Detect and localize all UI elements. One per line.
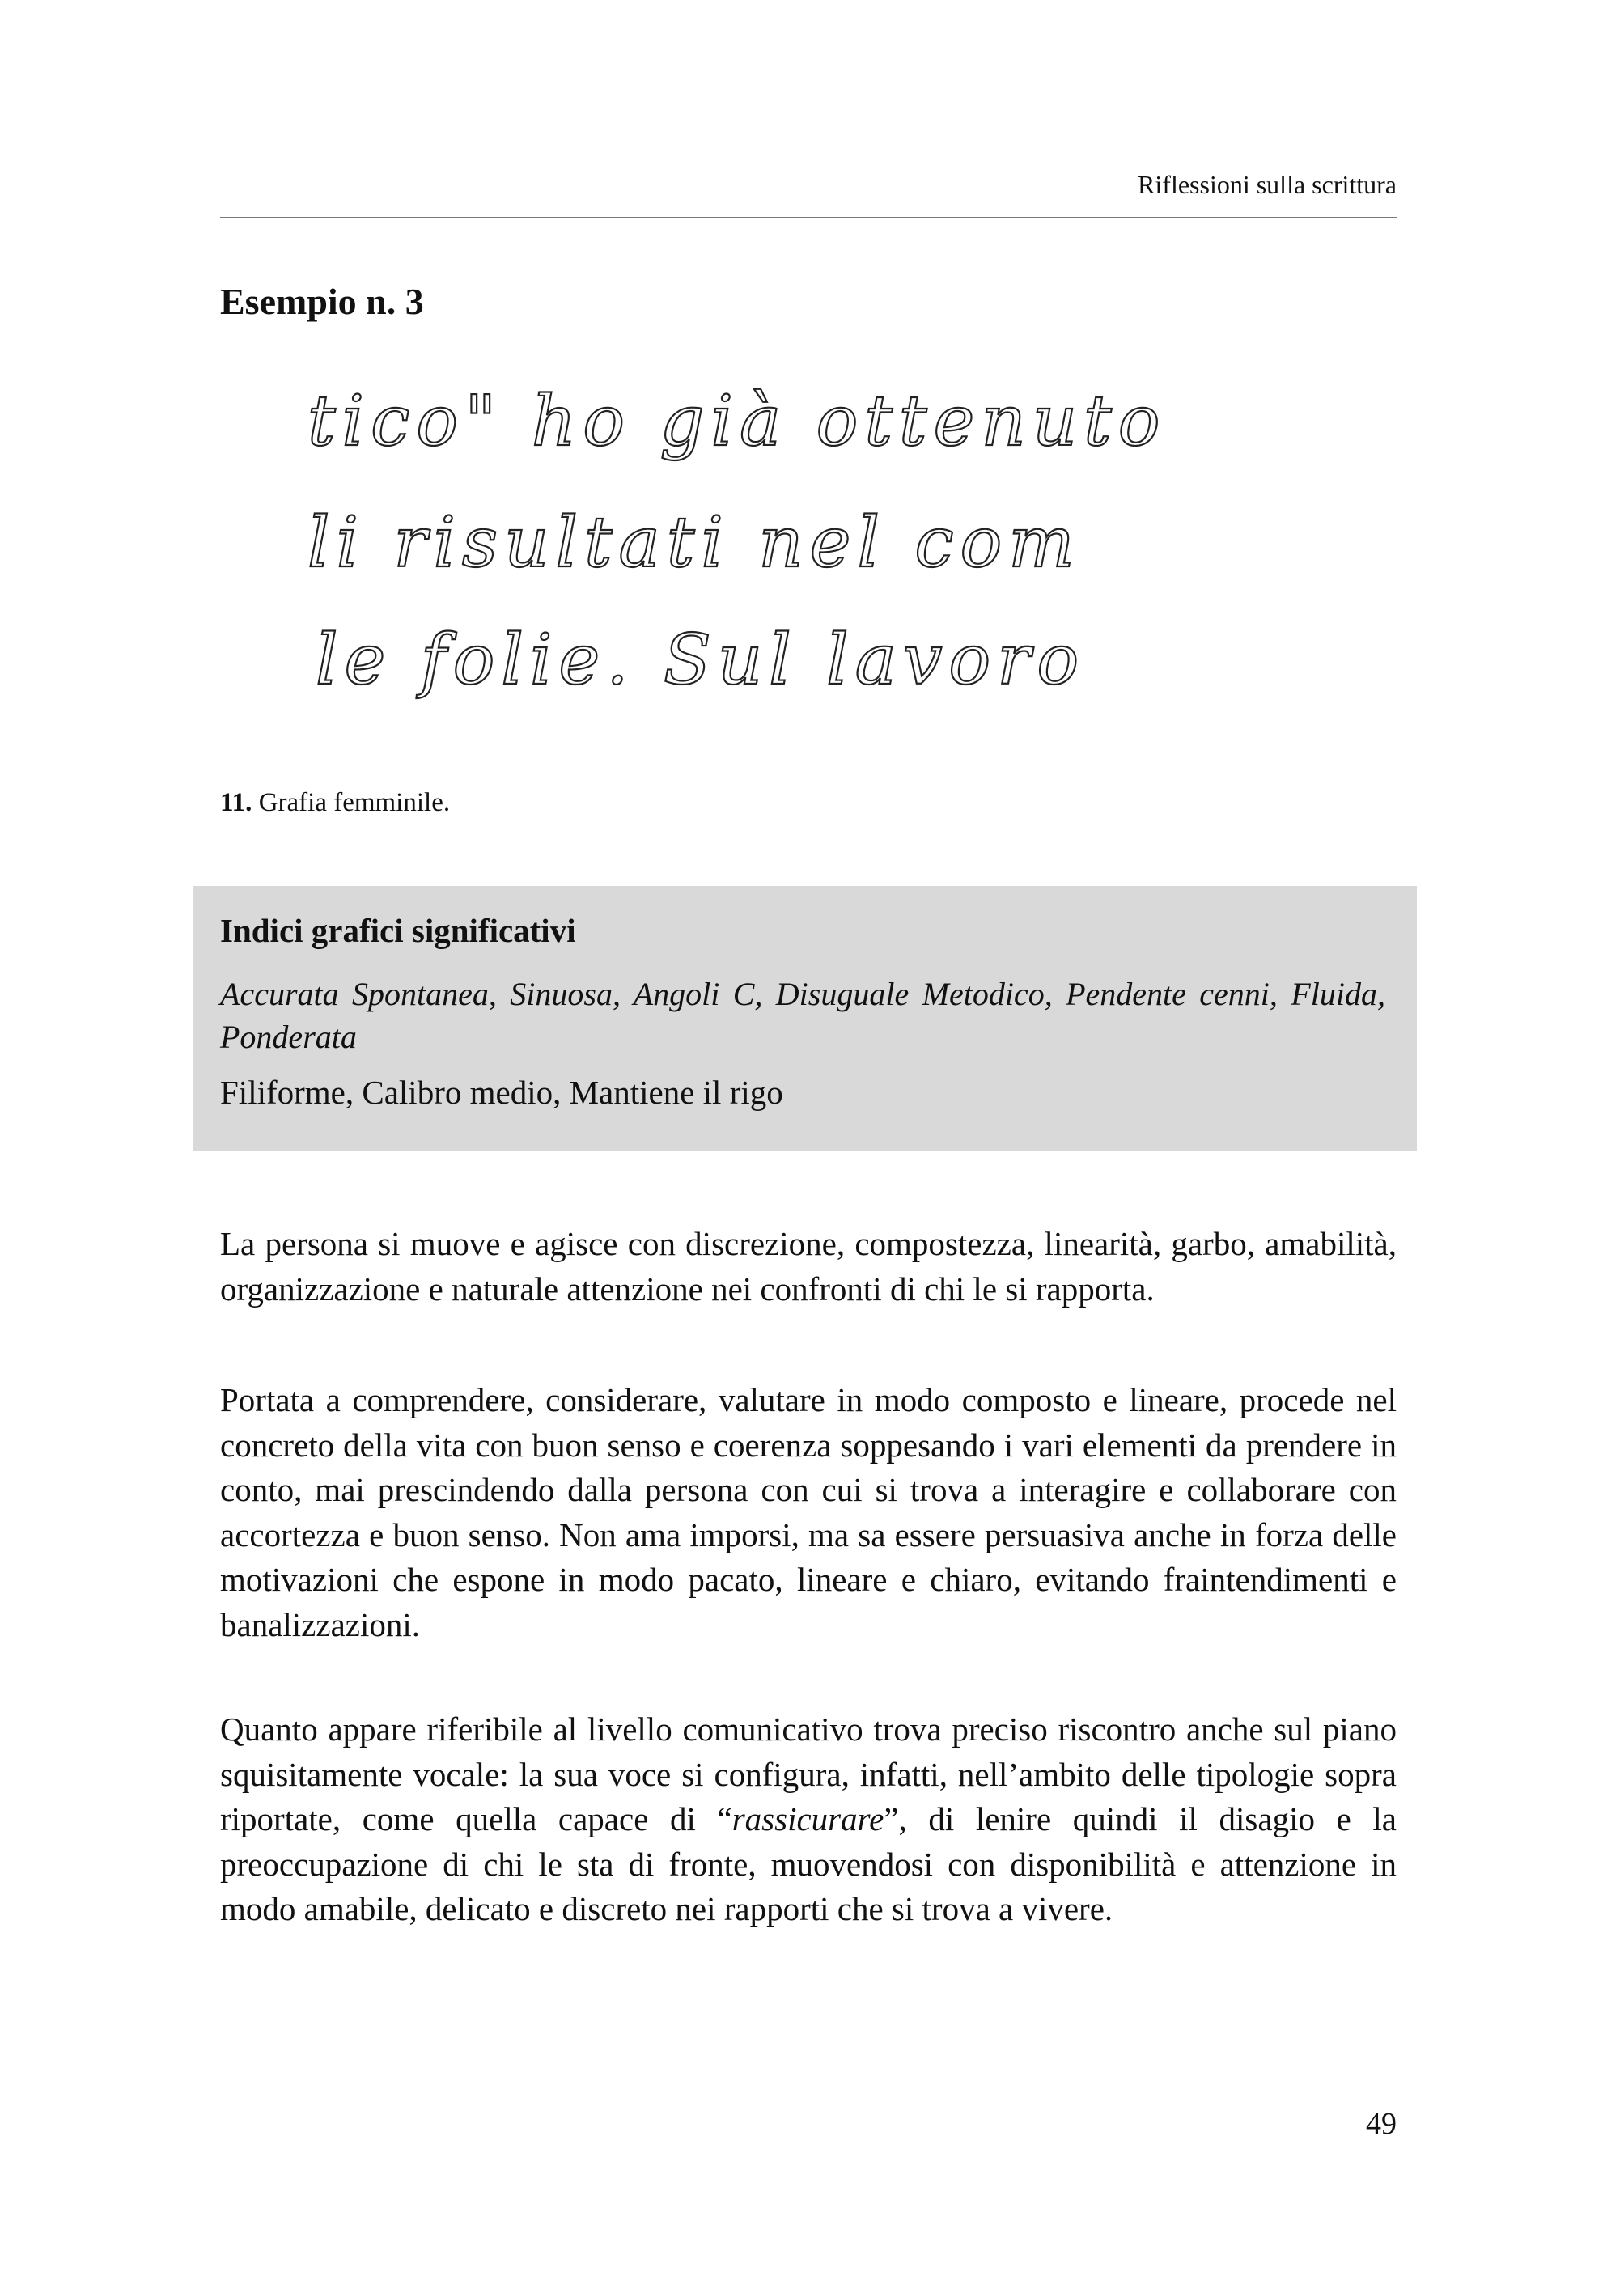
body-paragraph bbox=[220, 1707, 1397, 1932]
index-plain-items: Filiforme, Calibro medio, Mantiene il rigo bbox=[220, 1074, 783, 1111]
running-head: Riflessioni sulla scrittura bbox=[1138, 170, 1397, 199]
index-box-title: Indici grafici significativi bbox=[220, 912, 576, 949]
example-title: Esempio n. 3 bbox=[220, 281, 424, 322]
caption-text: Grafia femminile. bbox=[258, 788, 451, 817]
paragraph-text: Quanto appare riferibile al livello comunicativo trova preciso riscontro anche sul piano squisitamente vocale: la sua voce si configura, infatti, nell’ambito delle tipologie sopra riportate, come quella capace di bbox=[220, 1710, 1397, 1837]
emphasized-word: rassicurare bbox=[731, 1800, 884, 1837]
quote-mark: “ bbox=[717, 1800, 732, 1837]
header-rule bbox=[220, 217, 1397, 218]
figure-caption bbox=[220, 786, 450, 819]
handwriting-sample-image bbox=[299, 380, 1335, 736]
paragraph-text: , di lenire quindi il disagio e la preoccupazione di chi le sta di fronte, muovendosi con disponibilità e attenzione in modo amabile, delicato e discreto nei rapporti che si trova a vivere. bbox=[220, 1800, 1397, 1927]
quote-mark: ” bbox=[884, 1800, 899, 1837]
index-italic-items: Accurata Spontanea, Sinuosa, Angoli C, Disuguale Metodico, Pendente cenni, Fluida, Ponderata bbox=[220, 976, 1385, 1055]
handwriting-line: le folie. Sul lavoro bbox=[316, 620, 1086, 701]
page-number: 49 bbox=[1366, 2107, 1397, 2141]
handwriting-line: tico" ho già ottenuto bbox=[307, 381, 1167, 462]
caption-number: 11. bbox=[220, 788, 252, 817]
body-paragraph: Portata a comprendere, considerare, valutare in modo composto e lineare, procede nel concreto della vita con buon senso e coerenza soppesando i vari elementi da prendere in conto, mai prescindendo dalla persona con cui si trova a interagire e collaborare con accortezza e buon senso. Non ama imporsi, ma sa essere persuasiva anche in forza delle motivazioni che espone in modo pacato, lineare e chiaro, evitando fraintendimenti e banalizzazioni. bbox=[220, 1381, 1397, 1643]
index-box bbox=[193, 886, 1417, 1151]
body-paragraph: La persona si muove e agisce con discrezione, compostezza, linearità, garbo, amabilità, organizzazione e naturale attenzione nei confronti di chi le si rapporta. bbox=[220, 1225, 1397, 1308]
handwriting-line: li risultati nel com bbox=[307, 502, 1081, 583]
